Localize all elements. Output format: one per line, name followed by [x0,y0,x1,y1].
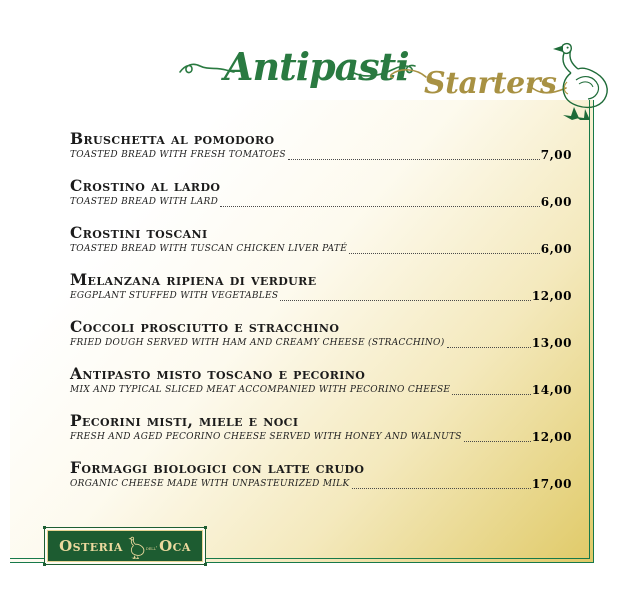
menu-item-description: ORGANIC CHEESE MADE WITH UNPASTEURIZED MILK [70,479,350,489]
menu-item-line [70,384,572,397]
menu-list [70,130,572,506]
leader-dots [288,159,540,160]
menu-item-price: 7,00 [540,148,572,162]
leader-dots [452,394,531,395]
restaurant-logo [44,527,206,565]
menu-item [70,130,572,162]
menu-item-name: Melanzana ripiena di verdure [70,270,317,289]
menu-item-price: 13,00 [531,336,572,350]
leader-dots [349,253,540,254]
menu-item-description: TOASTED BREAD WITH LARD [70,197,219,207]
menu-item-name: Crostini toscani [70,223,208,242]
menu-item-name: Pecorini misti, miele e noci [70,411,299,430]
menu-item-price: 14,00 [531,383,572,397]
menu-item [70,412,572,444]
leader-dots [447,347,531,348]
menu-item-price: 12,00 [531,289,572,303]
menu-item-line [70,243,572,256]
menu-item [70,271,572,303]
menu-item-line [70,196,572,209]
menu-item-description: TOASTED BREAD WITH TUSCAN CHICKEN LIVER PATÉ [70,244,348,254]
leader-dots [352,488,531,489]
page-title-english: Starters [424,66,557,101]
goose-icon [552,36,614,120]
logo-corner [204,563,207,566]
menu-item [70,365,572,397]
menu-item-line [70,478,572,491]
menu-item [70,177,572,209]
logo-corner [43,563,46,566]
menu-item-description: MIX AND TYPICAL SLICED MEAT ACCOMPANIED WITH PECORINO CHEESE [70,385,451,395]
menu-item-description: EGGPLANT STUFFED WITH VEGETABLES [70,291,279,301]
menu-item-name: Coccoli prosciutto e stracchino [70,317,340,336]
logo-word-oca: Oca [159,537,191,555]
menu-item-price: 12,00 [531,430,572,444]
leader-dots [464,441,531,442]
menu-item [70,459,572,491]
menu-item-name: Formaggi biologici con latte crudo [70,458,365,477]
leader-dots [280,300,531,301]
menu-item-price: 17,00 [531,477,572,491]
menu-item-line [70,149,572,162]
goose-logo-icon [128,535,146,559]
logo-word-dell: dell' [145,545,158,552]
logo-plaque [47,530,203,562]
page-title-italian: Antipasti [224,44,409,89]
menu-item-price: 6,00 [540,195,572,209]
menu-item-price: 6,00 [540,242,572,256]
menu-item [70,318,572,350]
menu-item-line [70,290,572,303]
menu-item-line [70,431,572,444]
menu-header [0,0,640,130]
menu-item-description: FRESH AND AGED PECORINO CHEESE SERVED WITH HONEY AND WALNUTS [70,432,462,442]
menu-item-name: Crostino al lardo [70,176,221,195]
logo-word-osteria: Osteria [59,537,123,555]
swash-starters-lead-icon [388,64,428,82]
menu-item-description: TOASTED BREAD WITH FRESH TOMATOES [70,150,286,160]
logo-corner [204,526,207,529]
menu-item-description: FRIED DOUGH SERVED WITH HAM AND CREAMY CHEESE (STRACCHINO) [70,338,445,348]
logo-corner [43,526,46,529]
menu-item [70,224,572,256]
menu-item-line [70,337,572,350]
leader-dots [220,206,540,207]
menu-item-name: Bruschetta al pomodoro [70,129,275,148]
menu-item-name: Antipasto misto toscano e pecorino [70,364,366,383]
